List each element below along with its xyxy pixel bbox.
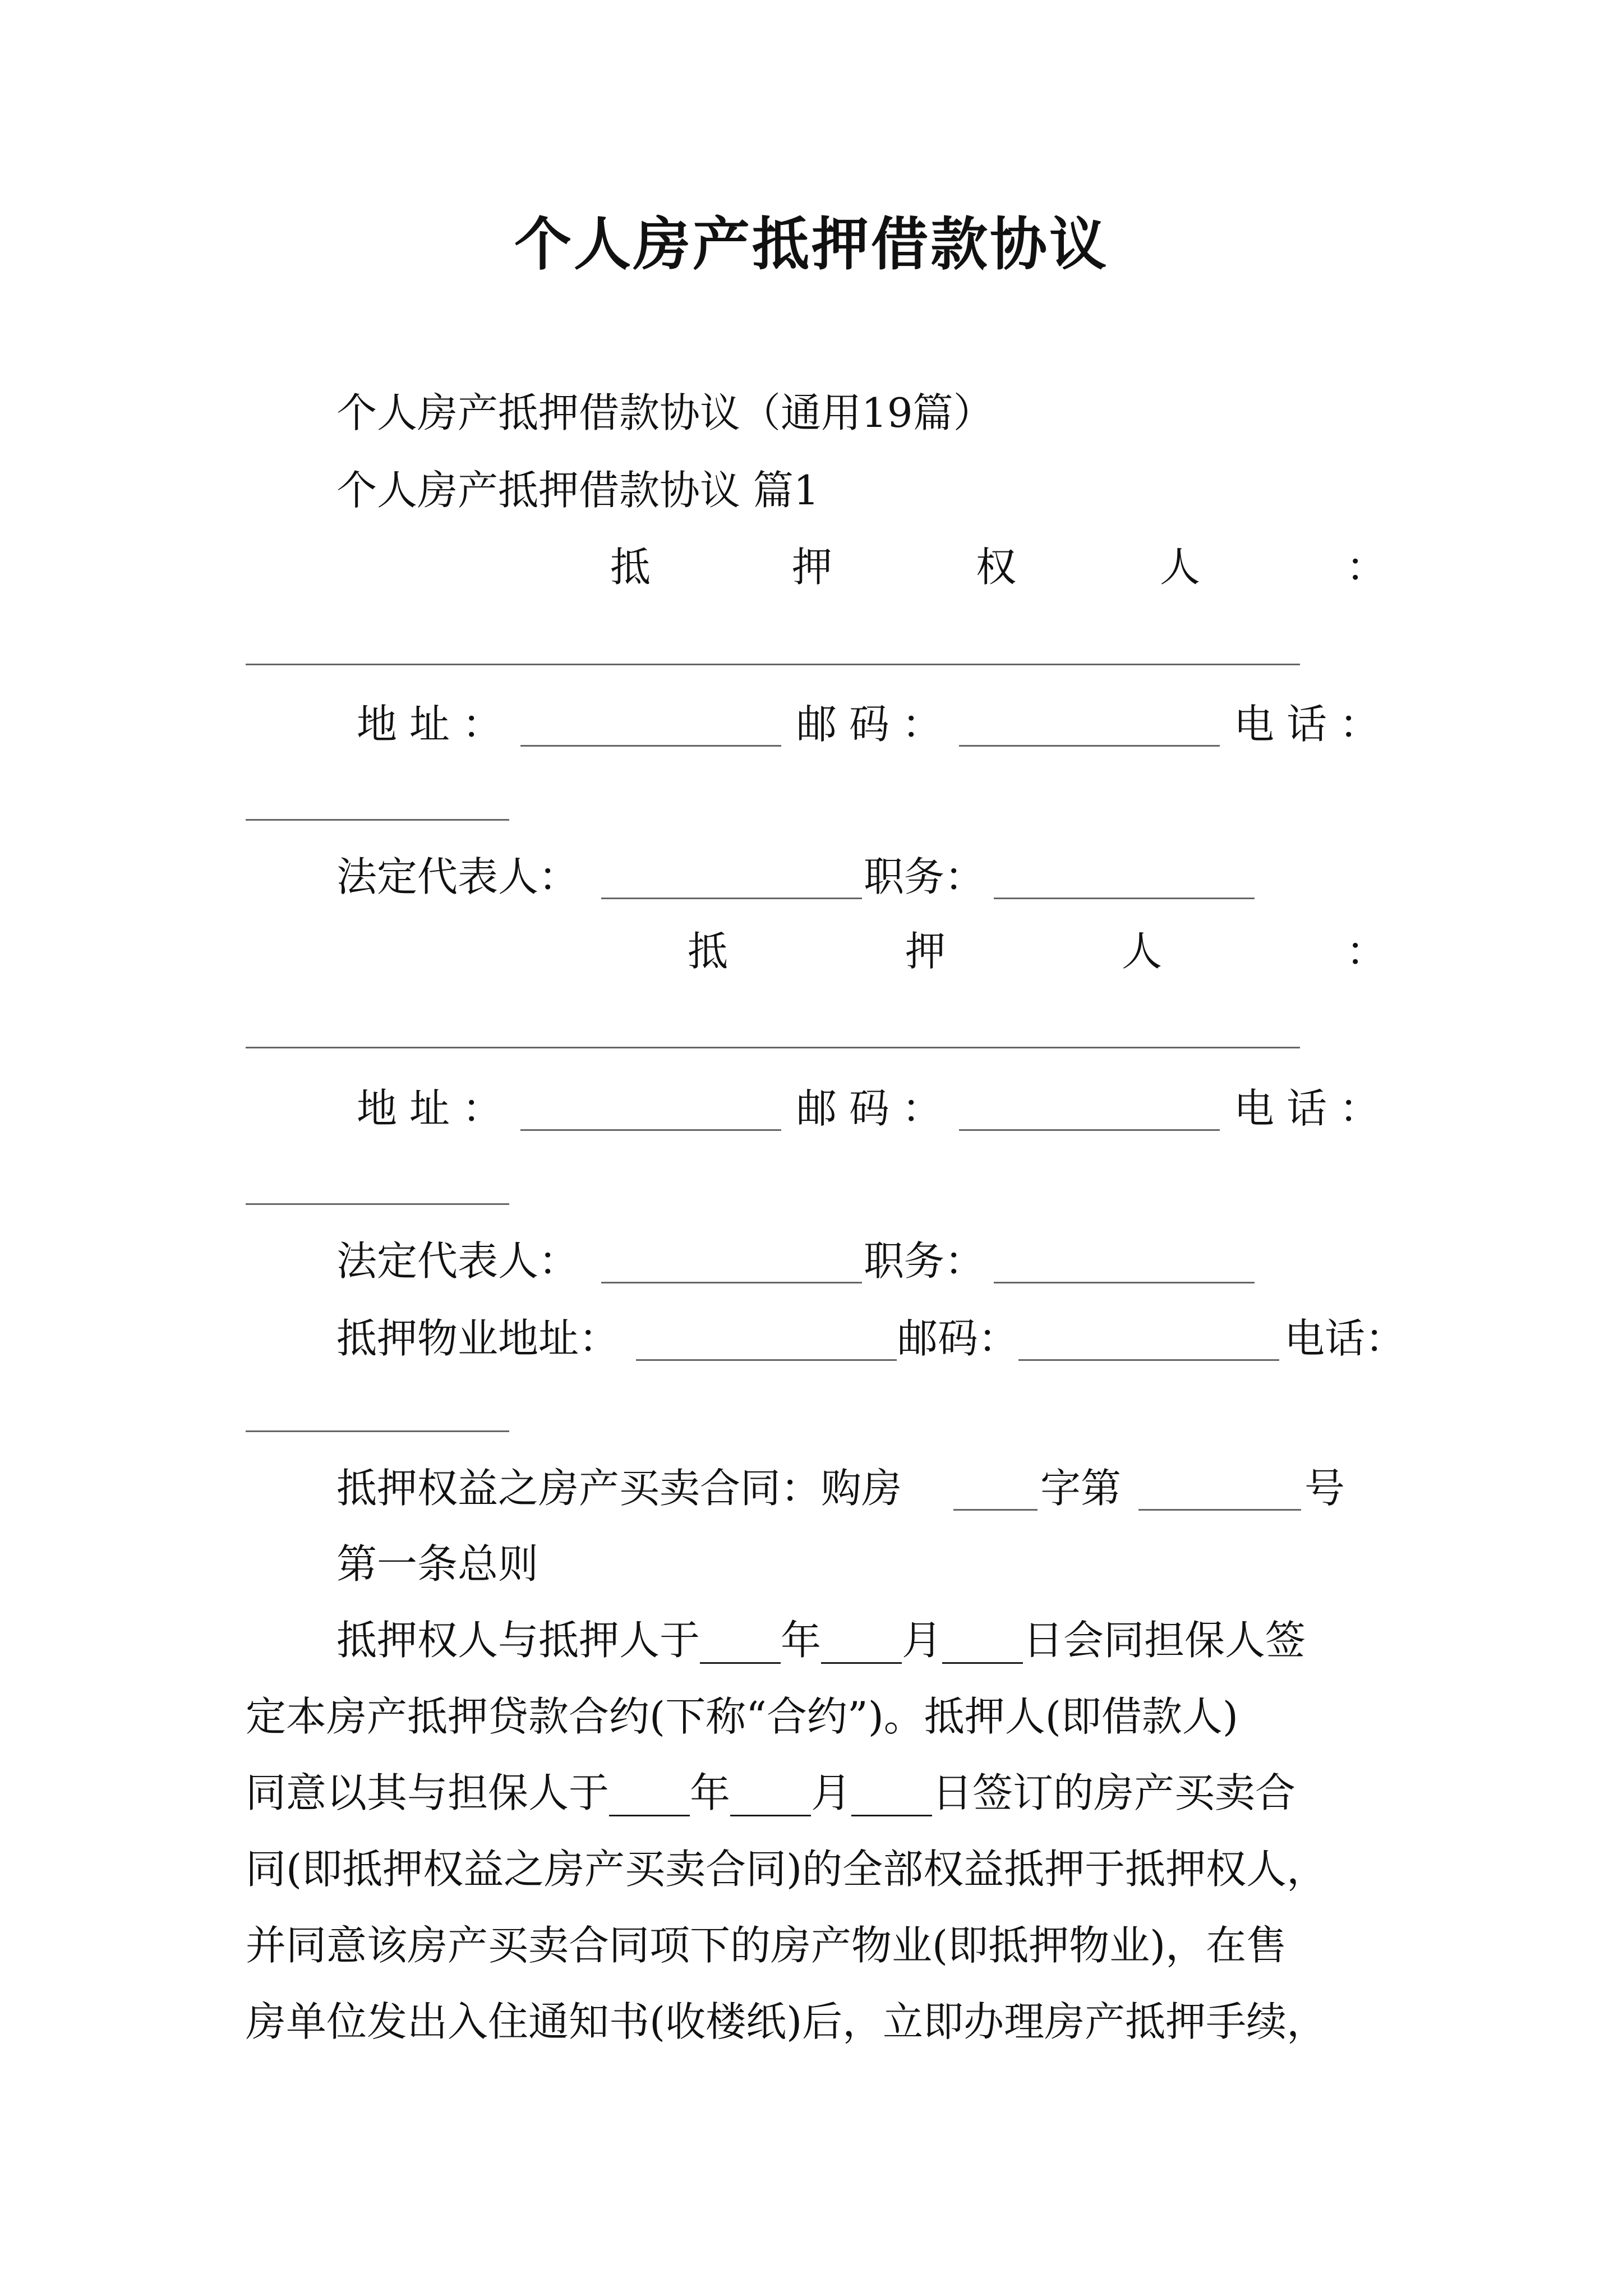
mortgagor-zip-label: 邮码： bbox=[796, 1085, 955, 1132]
mortgagor-position-label: 职务： bbox=[864, 1237, 985, 1285]
body-line: 抵押权人与抵押人于____年____月____日会同担保人签 bbox=[336, 1617, 1306, 1664]
contract-ref-mid: 字第 bbox=[1040, 1465, 1122, 1512]
body-line: 并同意该房产买卖合同项下的房产物业(即抵押物业)，在售 bbox=[246, 1922, 1287, 1969]
property-address-blank bbox=[636, 1359, 897, 1361]
body-line: 定本房产抵押贷款合约(下称“合约”)。抵押人(即借款人) bbox=[246, 1693, 1238, 1740]
article-heading: 第一条总则 bbox=[336, 1540, 539, 1588]
contract-ref-suffix: 号 bbox=[1304, 1465, 1345, 1512]
property-phone-blank bbox=[246, 1430, 509, 1432]
mortgagee-name-blank bbox=[246, 664, 1300, 665]
mortgagee-zip-label: 邮码： bbox=[796, 701, 955, 748]
mortgagor-phone-blank bbox=[246, 1203, 509, 1205]
property-address-label: 抵押物业地址： bbox=[336, 1315, 620, 1362]
mortgagee-position-label: 职务： bbox=[864, 853, 985, 900]
document-subtitle: 个人房产抵押借款协议（通用19篇） bbox=[336, 389, 994, 436]
mortgagee-char: ： bbox=[1346, 544, 1387, 591]
mortgagor-name-blank bbox=[246, 1047, 1300, 1048]
mortgagor-char: 人 bbox=[1122, 928, 1163, 975]
mortgagor-char: 抵 bbox=[688, 928, 728, 975]
mortgagor-phone-label: 电话： bbox=[1234, 1085, 1393, 1132]
mortgagor-char: 押 bbox=[905, 928, 946, 975]
mortgagee-zip-blank bbox=[959, 745, 1220, 747]
mortgagee-phone-label: 电话： bbox=[1234, 701, 1393, 748]
mortgagor-rep-blank bbox=[601, 1282, 862, 1283]
property-zip-label: 邮码： bbox=[897, 1315, 1019, 1362]
mortgagee-char: 抵 bbox=[610, 544, 651, 591]
mortgagee-rep-label: 法定代表人： bbox=[336, 853, 579, 900]
mortgagor-char: ： bbox=[1346, 928, 1387, 975]
property-zip-blank bbox=[1018, 1359, 1279, 1361]
mortgagee-char: 人 bbox=[1160, 544, 1201, 591]
mortgagee-phone-blank bbox=[246, 819, 509, 821]
property-phone-label: 电话： bbox=[1284, 1315, 1406, 1362]
body-line: 同意以其与担保人于____年____月____日签订的房产买卖合 bbox=[246, 1769, 1296, 1816]
mortgagee-rep-blank bbox=[601, 898, 862, 899]
mortgagee-address-blank bbox=[520, 745, 781, 747]
contract-ref-blank-2 bbox=[1138, 1509, 1301, 1511]
mortgagee-char: 权 bbox=[976, 544, 1017, 591]
mortgagor-position-blank bbox=[994, 1282, 1255, 1283]
document-title: 个人房产抵押借款协议 bbox=[514, 211, 1109, 278]
mortgagee-char: 押 bbox=[792, 544, 833, 591]
contract-ref-blank-1 bbox=[953, 1509, 1038, 1511]
mortgagor-address-label: 地址： bbox=[357, 1085, 515, 1132]
mortgagor-rep-label: 法定代表人： bbox=[336, 1237, 579, 1285]
mortgagee-address-label: 地址： bbox=[357, 701, 515, 748]
mortgagor-address-blank bbox=[520, 1129, 781, 1131]
mortgagor-zip-blank bbox=[959, 1129, 1220, 1131]
body-line: 房单位发出入住通知书(收楼纸)后，立即办理房产抵押手续， bbox=[246, 1998, 1327, 2045]
section-heading: 个人房产抵押借款协议 篇1 bbox=[336, 467, 819, 514]
body-line: 同(即抵押权益之房产买卖合同)的全部权益抵押于抵押权人， bbox=[246, 1846, 1327, 1893]
contract-ref-prefix: 抵押权益之房产买卖合同：购房 bbox=[336, 1465, 902, 1512]
mortgagee-position-blank bbox=[994, 898, 1255, 899]
